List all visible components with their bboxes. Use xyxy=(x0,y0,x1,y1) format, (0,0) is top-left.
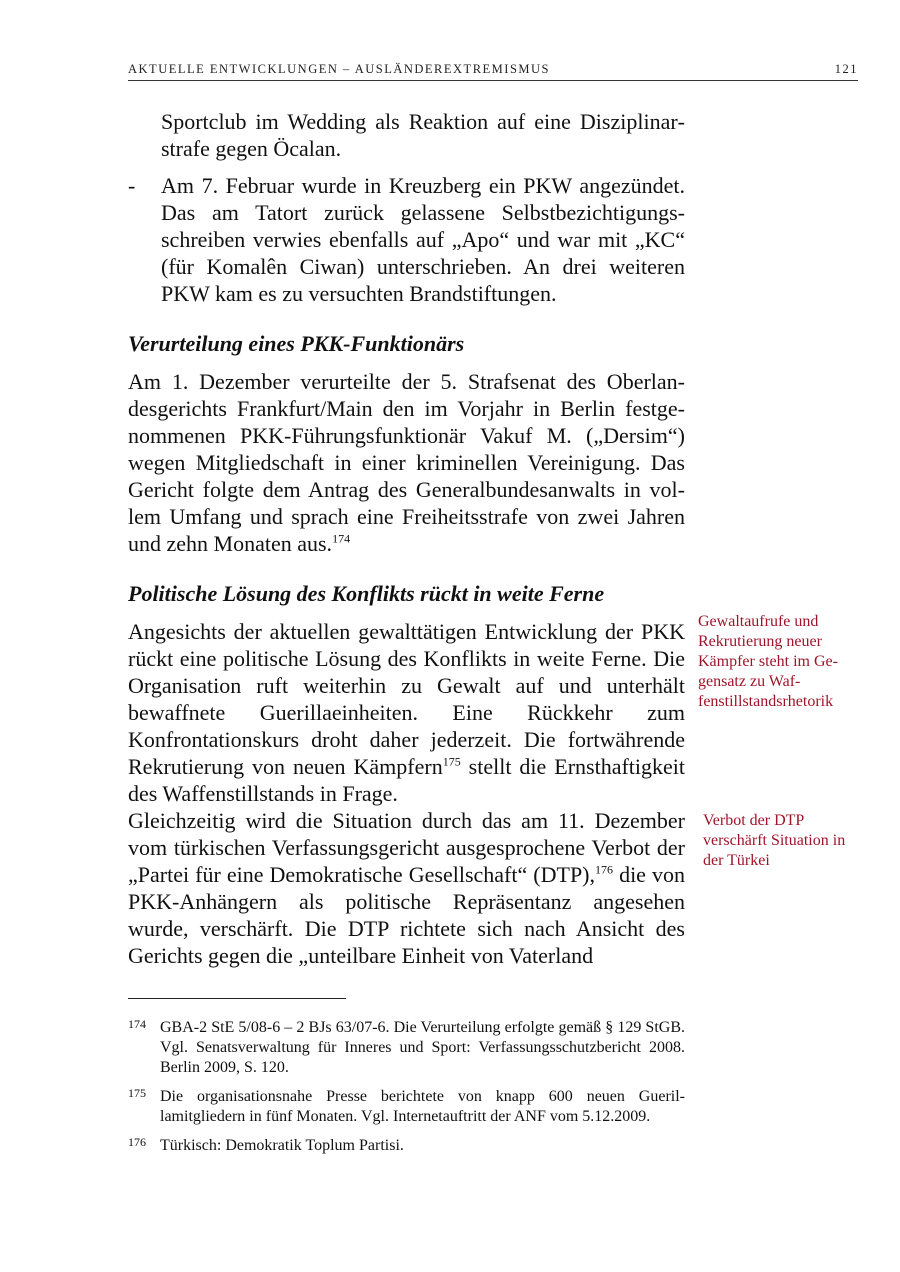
running-header-title: AKTUELLE ENTWICKLUNGEN – AUSLÄNDEREXTREMISMUS xyxy=(128,62,550,76)
bullet-text: Am 7. Februar wurde in Kreuzberg ein PKW angezündet. Das am Tatort zurück gelassene Selbstbezichtigungsschreiben verwies ebenfalls auf „Apo“ und war mit „KC“ (für Komalên Ciwan) unterschrieben. An drei weiteren PKW kam es zu versuchten Brandstiftungen. xyxy=(161,173,685,306)
main-text-column xyxy=(128,108,685,969)
footnote-number: 176 xyxy=(128,1135,146,1149)
paragraph-angesichts-text-a: Angesichts der aktuellen gewalttätigen Entwicklung der PKK rückt eine politische Lösung des Konflikts in weite Ferne. Die Organisation ruft weiterhin zu Gewalt auf und unterhält bewaffnete Guerillaeinheiten. Eine Rückkehr zum Konfrontationskurs droht daher jederzeit. Die fortwährende Rekrutierung von neuen Kämpfern xyxy=(128,619,685,779)
continuation-paragraph: Sportclub im Wedding als Reaktion auf eine Disziplinarstrafe gegen Öcalan. xyxy=(161,109,685,161)
paragraph-gleichzeitig xyxy=(128,807,685,969)
side-note-gewaltaufrufe: Gewaltaufrufe und Rekrutierung neuer Kämpfer steht im Gegensatz zu Waffenstillstandsrhetorik xyxy=(698,613,838,710)
footnote-ref-175[interactable]: 175 xyxy=(442,754,461,769)
footnote-ref-174[interactable]: 174 xyxy=(332,531,351,546)
footnote-text: Die organisationsnahe Presse berichtete von knapp 600 neuen Guerillamitgliedern in fünf Monaten. Vgl. Internetauftritt der ANF vom 5.12.2009. xyxy=(160,1088,685,1125)
footnotes xyxy=(128,1018,685,1165)
paragraph-verurteilung xyxy=(128,368,685,557)
footnote-text: GBA-2 StE 5/08-6 – 2 BJs 63/07-6. Die Verurteilung erfolgte gemäß § 129 StGB. Vgl. Senatsverwaltung für Inneres und Sport: Verfassungsschutzbericht 2008. Berlin 2009, S. 120. xyxy=(160,1019,685,1076)
footnote-174 xyxy=(128,1018,685,1078)
footnote-text: Türkisch: Demokratik Toplum Partisi. xyxy=(160,1137,404,1154)
section-heading-politische-loesung: Politische Lösung des Konflikts rückt in weite Ferne xyxy=(128,581,605,606)
running-header xyxy=(128,62,858,81)
paragraph-angesichts xyxy=(128,618,685,807)
section-heading-verurteilung: Verurteilung eines PKK-Funktionärs xyxy=(128,331,465,356)
footnote-ref-176[interactable]: 176 xyxy=(595,862,614,877)
paragraph-verurteilung-text: Am 1. Dezember verurteilte der 5. Strafsenat des Oberlandesgerichts Frankfurt/Main den im Vorjahr in Berlin festgenommenen PKK-Führungsfunktionär Vakuf M. („Dersim“) wegen Mitgliedschaft in einer kriminellen Vereinigung. Das Gericht folgte dem Antrag des Generalbundesanwalts in vollem Umfang und sprach eine Freiheitsstrafe von zwei Jahren und zehn Monaten aus. xyxy=(128,369,685,556)
paragraph-gleichzeitig-text-b: die von PKK-Anhängern als politische Repräsentanz angesehen wurde, verschärft. Die DTP richtete sich nach Ansicht des Gerichts gegen die „unteilbare Einheit von Vaterland xyxy=(128,862,685,968)
footnote-number: 175 xyxy=(128,1086,146,1100)
footnote-number: 174 xyxy=(128,1017,146,1031)
side-note-verbot-dtp: Verbot der DTP verschärft Situation in der Türkei xyxy=(703,812,846,869)
footnote-175 xyxy=(128,1087,685,1127)
page-number: 121 xyxy=(834,62,858,76)
footnote-176 xyxy=(128,1136,685,1156)
paragraph-gleichzeitig-text-a: Gleichzeitig wird die Situation durch das am 11. Dezember vom türkischen Verfassungsgericht ausgesprochene Verbot der „Partei für eine Demokratische Gesellschaft“ (DTP), xyxy=(128,808,685,887)
paragraph-angesichts-text-b: stellt die Ernsthaftigkeit des Waffenstillstands in Frage. xyxy=(128,754,685,806)
footnote-divider xyxy=(128,998,346,999)
bullet-dash: - xyxy=(128,173,136,198)
bullet-item xyxy=(128,172,685,307)
